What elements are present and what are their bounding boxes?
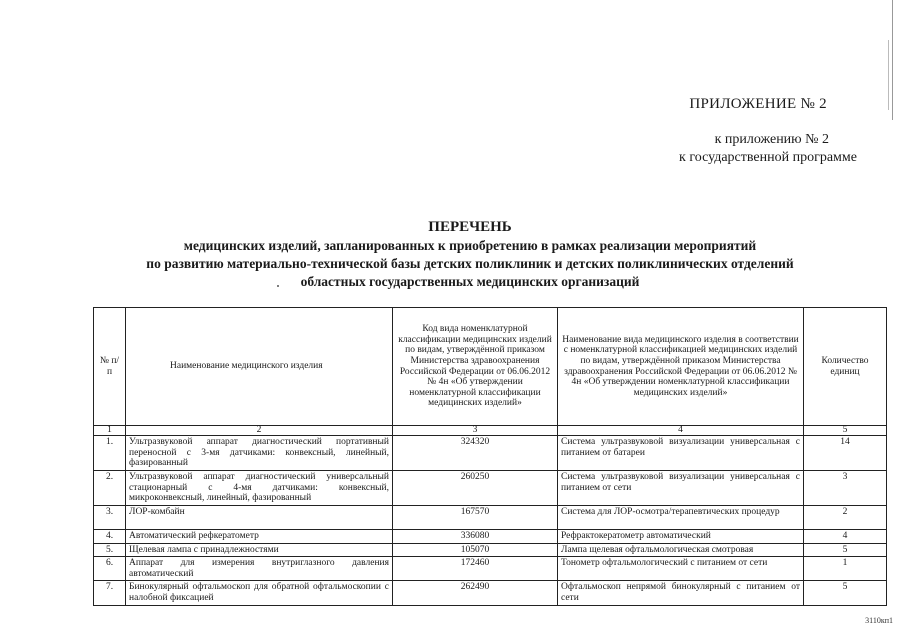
item-name: Ультразвуковой аппарат диагностический портативный переносной с 3-мя датчиками: конвексный, линейный, фазированный	[126, 436, 393, 471]
page-edge-line-secondary	[888, 40, 889, 110]
row-number: 4.	[94, 530, 126, 544]
header-classification-name: Наименование вида медицинского изделия в соответствии с номенклатурной классификацией медицинских изделий по видам, утверждённой приказом Министерства здравоохранения Российской Федерации от 06.06.2012 № 4н «Об утверждении номенклатурной классификации медицинских изделий»	[558, 308, 804, 426]
row-number: 5.	[94, 543, 126, 557]
row-number: 3.	[94, 506, 126, 530]
row-number: 7.	[94, 581, 126, 605]
row-number: 2.	[94, 471, 126, 506]
document-subtitle-line-3: областных государственных медицинских организаций	[300, 274, 640, 289]
item-quantity: 3	[804, 471, 887, 506]
item-code: 167570	[393, 506, 558, 530]
column-number: 4	[558, 426, 804, 436]
header-classification-code: Код вида номенклатурной классификации медицинских изделий по видам, утверждённой приказом Министерства здравоохранения Российской Федерации от 06.06.2012 № 4н «Об утверждении номенклатурной классификации медицинских изделий»	[393, 308, 558, 426]
page-edge-line	[892, 0, 893, 120]
table-row	[94, 530, 887, 544]
item-name: Аппарат для измерения внутриглазного давления автоматический	[126, 557, 393, 581]
item-name: Ультразвуковой аппарат диагностический универсальный стационарный с 4-мя датчиками: конвексный, микроконвексный, линейный, фазированный	[126, 471, 393, 506]
item-quantity: 1	[804, 557, 887, 581]
scan-speck	[277, 285, 279, 287]
item-kind: Офтальмоскоп непрямой бинокулярный с питанием от сети	[558, 581, 804, 605]
column-number: 5	[804, 426, 887, 436]
document-subtitle-line-1: медицинских изделий, запланированных к приобретению в рамках реализации мероприятий	[183, 238, 757, 253]
item-code: 324320	[393, 436, 558, 471]
table-row	[94, 436, 887, 471]
column-number: 3	[393, 426, 558, 436]
item-kind: Рефрактокератометр автоматический	[558, 530, 804, 544]
item-kind: Тонометр офтальмологический с питанием от сети	[558, 557, 804, 581]
item-code: 262490	[393, 581, 558, 605]
equipment-table-wrapper	[93, 307, 886, 606]
table-row	[94, 506, 887, 530]
table-row	[94, 543, 887, 557]
item-kind: Лампа щелевая офтальмологическая смотровая	[558, 543, 804, 557]
appendix-reference-line-2: к государственной программе	[679, 150, 857, 165]
item-code: 105070	[393, 543, 558, 557]
item-quantity: 14	[804, 436, 887, 471]
equipment-table	[93, 307, 887, 606]
row-number: 1.	[94, 436, 126, 471]
item-quantity: 5	[804, 543, 887, 557]
column-number: 1	[94, 426, 126, 436]
item-name: ЛОР-комбайн	[126, 506, 393, 530]
document-title-block	[90, 218, 850, 291]
document-footer-code: 3110кп1	[865, 616, 893, 625]
item-quantity: 5	[804, 581, 887, 605]
document-title: ПЕРЕЧЕНЬ	[428, 219, 512, 235]
column-number-row	[94, 426, 887, 436]
item-kind: Система ультразвуковой визуализации универсальная с питанием от батареи	[558, 436, 804, 471]
table-header-row	[94, 308, 887, 426]
table-row	[94, 581, 887, 605]
item-name: Щелевая лампа с принадлежностями	[126, 543, 393, 557]
item-code: 172460	[393, 557, 558, 581]
row-number: 6.	[94, 557, 126, 581]
item-kind: Система для ЛОР-осмотра/терапевтических процедур	[558, 506, 804, 530]
appendix-reference-line-1: к приложению № 2	[714, 132, 829, 147]
header-quantity: Количество единиц	[804, 308, 887, 426]
item-kind: Система ультразвуковой визуализации универсальная с питанием от сети	[558, 471, 804, 506]
column-number: 2	[126, 426, 393, 436]
table-row	[94, 557, 887, 581]
header-number: № п/п	[94, 308, 126, 426]
table-row	[94, 471, 887, 506]
item-code: 260250	[393, 471, 558, 506]
item-name: Автоматический рефкератометр	[126, 530, 393, 544]
header-item-name: Наименование медицинского изделия	[126, 308, 393, 426]
item-quantity: 4	[804, 530, 887, 544]
document-subtitle-line-2: по развитию материально-технической базы детских поликлиник и детских поликлинических отделений	[146, 256, 794, 271]
appendix-title: ПРИЛОЖЕНИЕ № 2	[689, 96, 827, 112]
item-code: 336080	[393, 530, 558, 544]
item-quantity: 2	[804, 506, 887, 530]
item-name: Бинокулярный офтальмоскоп для обратной офтальмоскопии с налобной фиксацией	[126, 581, 393, 605]
